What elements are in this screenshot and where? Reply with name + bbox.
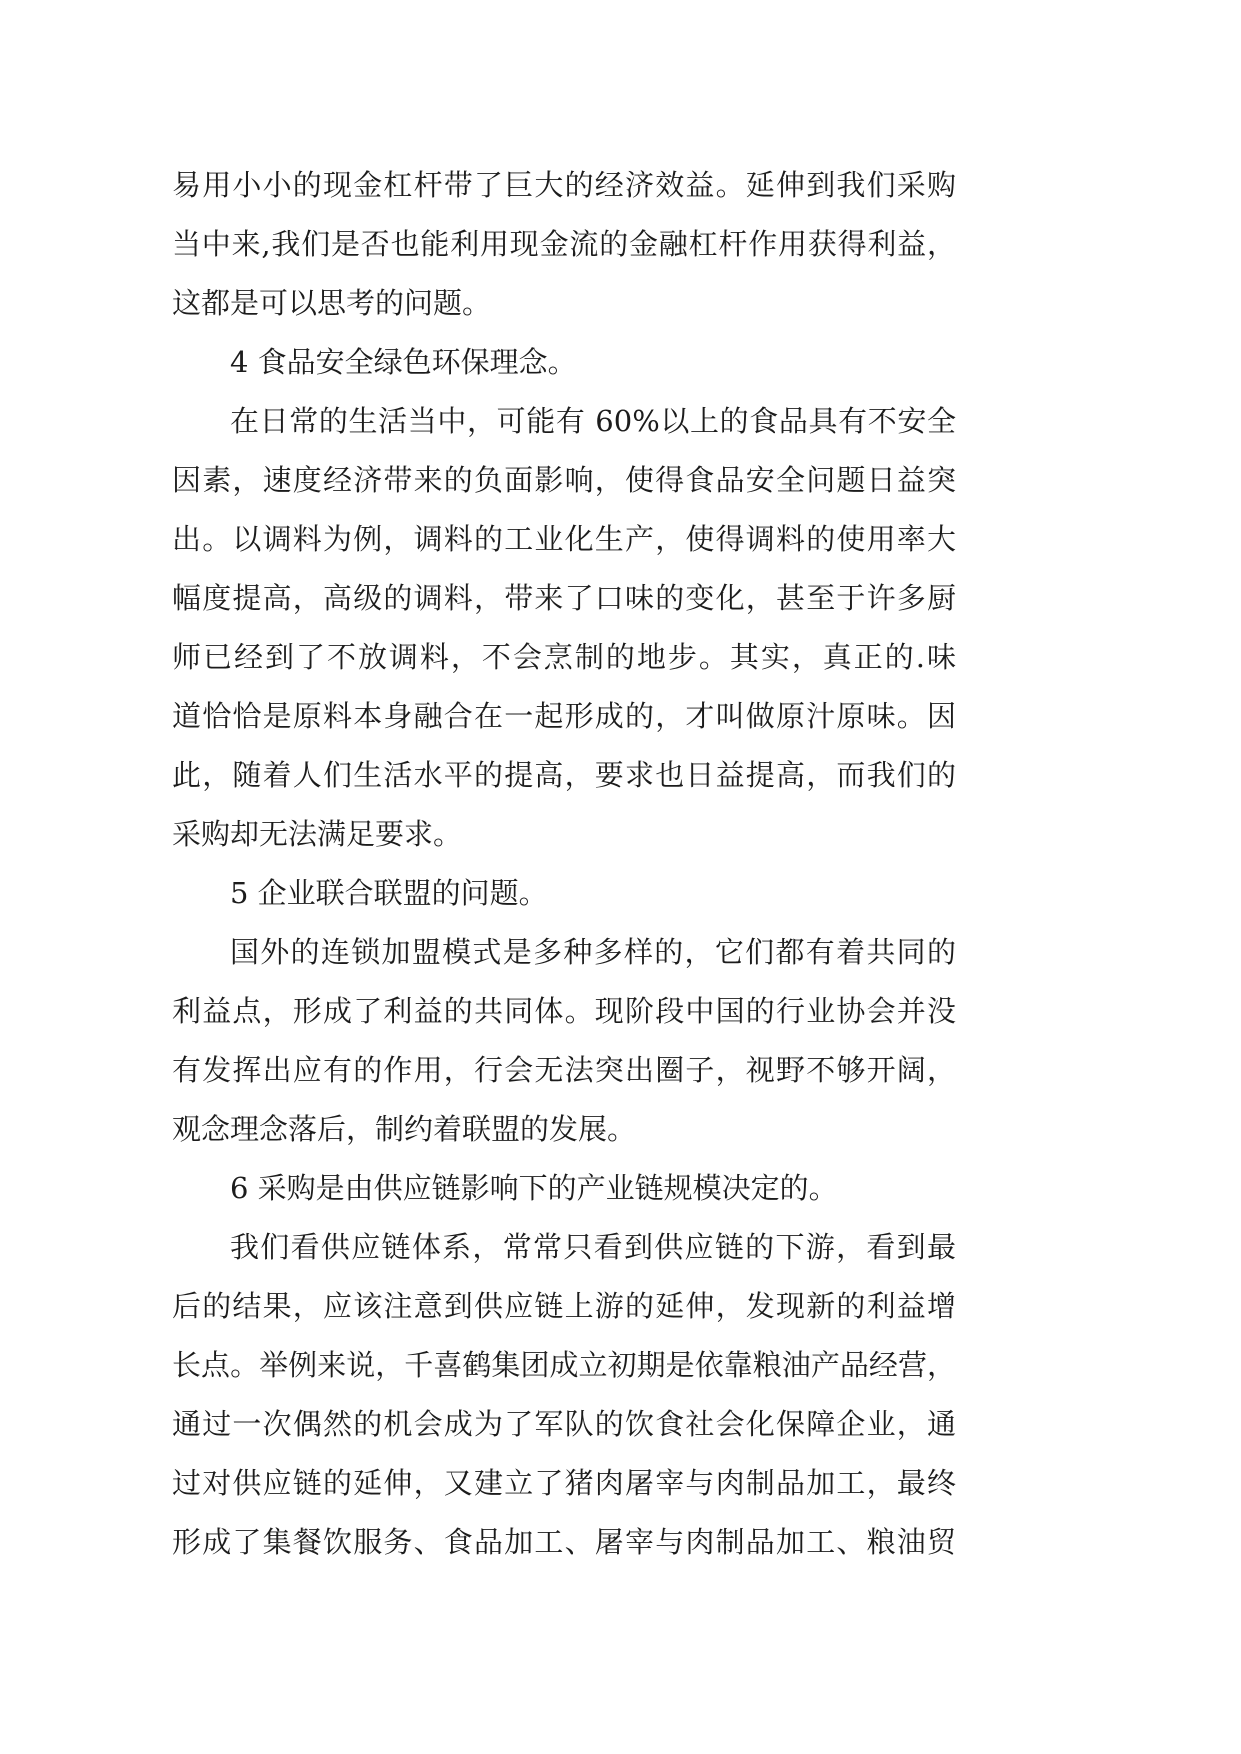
paragraph: [172, 923, 956, 1159]
text-line: 在日常的生活当中，可能有 60%以上的食品具有不安全: [230, 404, 956, 438]
text-line: 此，随着人们生活水平的提高，要求也日益提高，而我们的: [172, 758, 956, 792]
text-line: 后的结果，应该注意到供应链上游的延伸，发现新的利益增: [172, 1289, 956, 1323]
text-line: 4 食品安全绿色环保理念。: [230, 345, 577, 379]
text-line: 有发挥出应有的作用，行会无法突出圈子，视野不够开阔，: [172, 1053, 956, 1087]
text-line: 师已经到了不放调料，不会烹制的地步。其实，真正的.味: [172, 640, 956, 674]
text-line: 我们看供应链体系，常常只看到供应链的下游，看到最: [230, 1230, 956, 1264]
text-line: 国外的连锁加盟模式是多种多样的，它们都有着共同的: [230, 935, 956, 969]
paragraph: [172, 333, 956, 392]
text-line: 5 企业联合联盟的问题。: [230, 876, 548, 910]
text-line: 易用小小的现金杠杆带了巨大的经济效益。延伸到我们采购: [172, 168, 956, 202]
text-line: 当中来,我们是否也能利用现金流的金融杠杆作用获得利益，: [172, 227, 956, 261]
text-line: 利益点，形成了利益的共同体。现阶段中国的行业协会并没: [172, 994, 956, 1028]
text-line: 出。以调料为例，调料的工业化生产，使得调料的使用率大: [172, 522, 956, 556]
text-line: 道恰恰是原料本身融合在一起形成的，才叫做原汁原味。因: [172, 699, 956, 733]
paragraph: [172, 1218, 956, 1572]
text-line: 过对供应链的延伸，又建立了猪肉屠宰与肉制品加工，最终: [172, 1466, 956, 1500]
text-line: 幅度提高，高级的调料，带来了口味的变化，甚至于许多厨: [172, 581, 956, 615]
text-line: 长点。举例来说，千喜鹤集团成立初期是依靠粮油产品经营，: [172, 1348, 956, 1382]
paragraph: [172, 864, 956, 923]
paragraph: [172, 392, 956, 864]
text-line: 这都是可以思考的问题。: [172, 286, 492, 320]
text-line: 形成了集餐饮服务、食品加工、屠宰与肉制品加工、粮油贸: [172, 1525, 956, 1559]
paragraph: [172, 1159, 956, 1218]
text-line: 因素，速度经济带来的负面影响，使得食品安全问题日益突: [172, 463, 956, 497]
text-line: 6 采购是由供应链影响下的产业链规模决定的。: [230, 1171, 838, 1205]
body-text: [172, 156, 956, 1572]
paragraph: [172, 156, 956, 333]
text-line: 采购却无法满足要求。: [172, 817, 463, 851]
text-line: 通过一次偶然的机会成为了军队的饮食社会化保障企业，通: [172, 1407, 956, 1441]
text-line: 观念理念落后，制约着联盟的发展。: [172, 1112, 637, 1146]
